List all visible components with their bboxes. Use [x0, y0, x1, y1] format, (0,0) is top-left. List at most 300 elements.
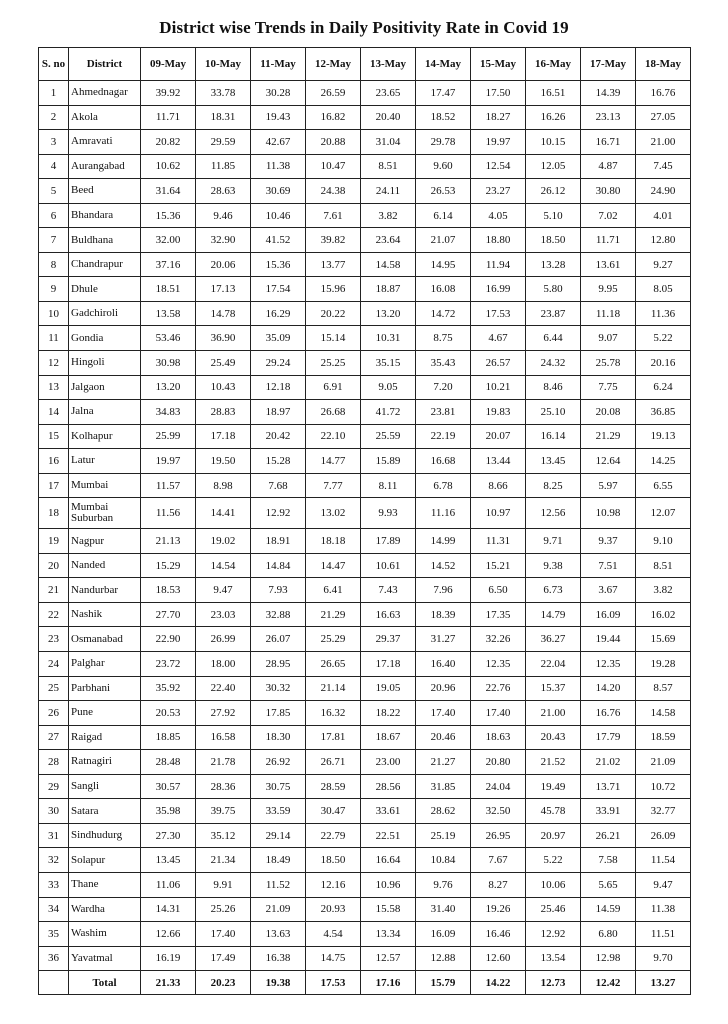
table-body — [39, 81, 691, 971]
sno-cell: 26 — [39, 701, 69, 726]
rate-cell: 35.12 — [196, 823, 251, 848]
total-value: 20.23 — [196, 971, 251, 995]
rate-cell: 12.16 — [306, 872, 361, 897]
header-row — [39, 48, 691, 81]
rate-cell: 53.46 — [141, 326, 196, 351]
rate-cell: 18.52 — [416, 105, 471, 130]
rate-cell: 25.25 — [306, 351, 361, 376]
rate-cell: 30.57 — [141, 774, 196, 799]
header-district: District — [69, 48, 141, 81]
rate-cell: 20.46 — [416, 725, 471, 750]
sno-cell: 6 — [39, 203, 69, 228]
rate-cell: 37.16 — [141, 252, 196, 277]
rate-cell: 19.97 — [471, 130, 526, 155]
positivity-table — [38, 47, 691, 995]
district-cell: Thane — [69, 872, 141, 897]
rate-cell: 30.28 — [251, 81, 306, 106]
rate-cell: 35.43 — [416, 351, 471, 376]
district-cell: Mumbai — [69, 473, 141, 498]
sno-cell: 15 — [39, 424, 69, 449]
district-cell: Mumbai Suburban — [69, 498, 141, 529]
rate-cell: 32.50 — [471, 799, 526, 824]
rate-cell: 29.59 — [196, 130, 251, 155]
sno-cell: 2 — [39, 105, 69, 130]
rate-cell: 11.57 — [141, 473, 196, 498]
rate-cell: 25.59 — [361, 424, 416, 449]
rate-cell: 23.64 — [361, 228, 416, 253]
rate-cell: 7.61 — [306, 203, 361, 228]
rate-cell: 20.07 — [471, 424, 526, 449]
total-sno-cell — [39, 971, 69, 995]
table-row — [39, 946, 691, 971]
district-cell: Nandurbar — [69, 578, 141, 603]
rate-cell: 24.04 — [471, 774, 526, 799]
rate-cell: 12.18 — [251, 375, 306, 400]
rate-cell: 4.54 — [306, 922, 361, 947]
rate-cell: 14.41 — [196, 498, 251, 529]
rate-cell: 16.26 — [526, 105, 581, 130]
rate-cell: 8.05 — [636, 277, 691, 302]
rate-cell: 20.06 — [196, 252, 251, 277]
district-cell: Gadchiroli — [69, 301, 141, 326]
rate-cell: 17.18 — [361, 652, 416, 677]
rate-cell: 13.45 — [526, 449, 581, 474]
rate-cell: 11.31 — [471, 529, 526, 554]
rate-cell: 32.88 — [251, 602, 306, 627]
rate-cell: 20.88 — [306, 130, 361, 155]
rate-cell: 23.87 — [526, 301, 581, 326]
rate-cell: 12.64 — [581, 449, 636, 474]
rate-cell: 24.32 — [526, 351, 581, 376]
rate-cell: 17.50 — [471, 81, 526, 106]
rate-cell: 14.25 — [636, 449, 691, 474]
rate-cell: 7.67 — [471, 848, 526, 873]
table-row — [39, 922, 691, 947]
rate-cell: 35.92 — [141, 676, 196, 701]
rate-cell: 12.07 — [636, 498, 691, 529]
rate-cell: 19.26 — [471, 897, 526, 922]
rate-cell: 18.31 — [196, 105, 251, 130]
sno-cell: 17 — [39, 473, 69, 498]
rate-cell: 10.15 — [526, 130, 581, 155]
rate-cell: 3.67 — [581, 578, 636, 603]
rate-cell: 28.83 — [196, 400, 251, 425]
rate-cell: 15.29 — [141, 553, 196, 578]
table-row — [39, 774, 691, 799]
rate-cell: 18.51 — [141, 277, 196, 302]
table-row — [39, 897, 691, 922]
rate-cell: 15.96 — [306, 277, 361, 302]
rate-cell: 30.69 — [251, 179, 306, 204]
rate-cell: 9.47 — [196, 578, 251, 603]
district-cell: Pune — [69, 701, 141, 726]
rate-cell: 20.96 — [416, 676, 471, 701]
rate-cell: 11.38 — [636, 897, 691, 922]
rate-cell: 18.80 — [471, 228, 526, 253]
rate-cell: 19.05 — [361, 676, 416, 701]
rate-cell: 22.19 — [416, 424, 471, 449]
rate-cell: 20.40 — [361, 105, 416, 130]
rate-cell: 26.09 — [636, 823, 691, 848]
rate-cell: 4.87 — [581, 154, 636, 179]
rate-cell: 20.16 — [636, 351, 691, 376]
rate-cell: 16.46 — [471, 922, 526, 947]
rate-cell: 32.00 — [141, 228, 196, 253]
sno-cell: 27 — [39, 725, 69, 750]
district-cell: Nashik — [69, 602, 141, 627]
rate-cell: 32.77 — [636, 799, 691, 824]
rate-cell: 10.97 — [471, 498, 526, 529]
rate-cell: 10.06 — [526, 872, 581, 897]
district-cell: Bhandara — [69, 203, 141, 228]
total-row — [39, 971, 691, 995]
district-cell: Latur — [69, 449, 141, 474]
header-date: 11-May — [251, 48, 306, 81]
rate-cell: 9.71 — [526, 529, 581, 554]
table-row — [39, 652, 691, 677]
rate-cell: 13.54 — [526, 946, 581, 971]
rate-cell: 7.96 — [416, 578, 471, 603]
rate-cell: 8.46 — [526, 375, 581, 400]
rate-cell: 3.82 — [361, 203, 416, 228]
rate-cell: 20.82 — [141, 130, 196, 155]
sno-cell: 31 — [39, 823, 69, 848]
rate-cell: 33.61 — [361, 799, 416, 824]
rate-cell: 27.30 — [141, 823, 196, 848]
table-row — [39, 701, 691, 726]
page-title: District wise Trends in Daily Positivity Rate in Covid 19 — [159, 18, 569, 37]
table-row — [39, 676, 691, 701]
rate-cell: 30.47 — [306, 799, 361, 824]
rate-cell: 39.92 — [141, 81, 196, 106]
rate-cell: 10.46 — [251, 203, 306, 228]
rate-cell: 29.14 — [251, 823, 306, 848]
rate-cell: 26.68 — [306, 400, 361, 425]
total-value: 15.79 — [416, 971, 471, 995]
rate-cell: 10.21 — [471, 375, 526, 400]
rate-cell: 12.35 — [581, 652, 636, 677]
rate-cell: 14.72 — [416, 301, 471, 326]
rate-cell: 26.07 — [251, 627, 306, 652]
rate-cell: 14.58 — [636, 701, 691, 726]
district-cell: Aurangabad — [69, 154, 141, 179]
rate-cell: 13.58 — [141, 301, 196, 326]
rate-cell: 34.83 — [141, 400, 196, 425]
rate-cell: 25.10 — [526, 400, 581, 425]
district-cell: Nagpur — [69, 529, 141, 554]
rate-cell: 22.10 — [306, 424, 361, 449]
rate-cell: 8.98 — [196, 473, 251, 498]
table-row — [39, 627, 691, 652]
district-cell: Dhule — [69, 277, 141, 302]
rate-cell: 12.35 — [471, 652, 526, 677]
rate-cell: 14.58 — [361, 252, 416, 277]
rate-cell: 41.72 — [361, 400, 416, 425]
rate-cell: 7.43 — [361, 578, 416, 603]
rate-cell: 20.08 — [581, 400, 636, 425]
rate-cell: 6.73 — [526, 578, 581, 603]
rate-cell: 24.38 — [306, 179, 361, 204]
rate-cell: 15.36 — [251, 252, 306, 277]
rate-cell: 19.43 — [251, 105, 306, 130]
rate-cell: 17.53 — [471, 301, 526, 326]
rate-cell: 18.63 — [471, 725, 526, 750]
rate-cell: 13.77 — [306, 252, 361, 277]
rate-cell: 11.38 — [251, 154, 306, 179]
rate-cell: 17.40 — [471, 701, 526, 726]
rate-cell: 11.51 — [636, 922, 691, 947]
rate-cell: 12.66 — [141, 922, 196, 947]
rate-cell: 9.37 — [581, 529, 636, 554]
district-cell: Hingoli — [69, 351, 141, 376]
rate-cell: 22.76 — [471, 676, 526, 701]
rate-cell: 10.47 — [306, 154, 361, 179]
rate-cell: 14.99 — [416, 529, 471, 554]
sno-cell: 11 — [39, 326, 69, 351]
rate-cell: 20.93 — [306, 897, 361, 922]
rate-cell: 17.13 — [196, 277, 251, 302]
rate-cell: 7.68 — [251, 473, 306, 498]
rate-cell: 20.53 — [141, 701, 196, 726]
rate-cell: 15.37 — [526, 676, 581, 701]
district-cell: Kolhapur — [69, 424, 141, 449]
rate-cell: 31.40 — [416, 897, 471, 922]
rate-cell: 11.18 — [581, 301, 636, 326]
rate-cell: 9.38 — [526, 553, 581, 578]
district-cell: Satara — [69, 799, 141, 824]
rate-cell: 17.49 — [196, 946, 251, 971]
rate-cell: 26.71 — [306, 750, 361, 775]
district-cell: Akola — [69, 105, 141, 130]
rate-cell: 4.01 — [636, 203, 691, 228]
table-row — [39, 529, 691, 554]
rate-cell: 16.32 — [306, 701, 361, 726]
rate-cell: 11.52 — [251, 872, 306, 897]
rate-cell: 6.24 — [636, 375, 691, 400]
table-row — [39, 424, 691, 449]
rate-cell: 26.99 — [196, 627, 251, 652]
rate-cell: 21.27 — [416, 750, 471, 775]
rate-cell: 8.25 — [526, 473, 581, 498]
rate-cell: 18.50 — [306, 848, 361, 873]
rate-cell: 7.93 — [251, 578, 306, 603]
rate-cell: 21.29 — [306, 602, 361, 627]
sno-cell: 34 — [39, 897, 69, 922]
rate-cell: 18.30 — [251, 725, 306, 750]
rate-cell: 14.39 — [581, 81, 636, 106]
rate-cell: 27.05 — [636, 105, 691, 130]
rate-cell: 17.89 — [361, 529, 416, 554]
rate-cell: 28.62 — [416, 799, 471, 824]
rate-cell: 18.50 — [526, 228, 581, 253]
district-cell: Sangli — [69, 774, 141, 799]
rate-cell: 25.78 — [581, 351, 636, 376]
rate-cell: 25.46 — [526, 897, 581, 922]
rate-cell: 16.68 — [416, 449, 471, 474]
table-row — [39, 449, 691, 474]
sno-cell: 3 — [39, 130, 69, 155]
sno-cell: 8 — [39, 252, 69, 277]
rate-cell: 18.67 — [361, 725, 416, 750]
rate-cell: 9.95 — [581, 277, 636, 302]
rate-cell: 21.00 — [636, 130, 691, 155]
rate-cell: 32.26 — [471, 627, 526, 652]
rate-cell: 25.49 — [196, 351, 251, 376]
rate-cell: 19.44 — [581, 627, 636, 652]
rate-cell: 14.31 — [141, 897, 196, 922]
rate-cell: 17.40 — [196, 922, 251, 947]
table-row — [39, 872, 691, 897]
rate-cell: 36.90 — [196, 326, 251, 351]
sno-cell: 10 — [39, 301, 69, 326]
district-cell: Nanded — [69, 553, 141, 578]
rate-cell: 11.71 — [581, 228, 636, 253]
rate-cell: 7.02 — [581, 203, 636, 228]
rate-cell: 35.98 — [141, 799, 196, 824]
rate-cell: 6.78 — [416, 473, 471, 498]
sno-cell: 7 — [39, 228, 69, 253]
sno-cell: 19 — [39, 529, 69, 554]
district-cell: Jalna — [69, 400, 141, 425]
rate-cell: 16.40 — [416, 652, 471, 677]
rate-cell: 26.59 — [306, 81, 361, 106]
rate-cell: 17.35 — [471, 602, 526, 627]
rate-cell: 20.97 — [526, 823, 581, 848]
sno-cell: 32 — [39, 848, 69, 873]
rate-cell: 26.12 — [526, 179, 581, 204]
header-date: 12-May — [306, 48, 361, 81]
rate-cell: 30.75 — [251, 774, 306, 799]
rate-cell: 15.14 — [306, 326, 361, 351]
sno-cell: 24 — [39, 652, 69, 677]
rate-cell: 18.85 — [141, 725, 196, 750]
rate-cell: 8.27 — [471, 872, 526, 897]
sno-cell: 1 — [39, 81, 69, 106]
table-row — [39, 277, 691, 302]
rate-cell: 5.65 — [581, 872, 636, 897]
rate-cell: 12.05 — [526, 154, 581, 179]
rate-cell: 21.29 — [581, 424, 636, 449]
district-cell: Sindhudurg — [69, 823, 141, 848]
rate-cell: 31.04 — [361, 130, 416, 155]
rate-cell: 26.57 — [471, 351, 526, 376]
rate-cell: 18.49 — [251, 848, 306, 873]
rate-cell: 26.92 — [251, 750, 306, 775]
rate-cell: 10.61 — [361, 553, 416, 578]
rate-cell: 13.71 — [581, 774, 636, 799]
rate-cell: 5.10 — [526, 203, 581, 228]
total-value: 13.27 — [636, 971, 691, 995]
sno-cell: 13 — [39, 375, 69, 400]
rate-cell: 9.93 — [361, 498, 416, 529]
rate-cell: 19.02 — [196, 529, 251, 554]
rate-cell: 16.09 — [581, 602, 636, 627]
rate-cell: 8.11 — [361, 473, 416, 498]
rate-cell: 19.28 — [636, 652, 691, 677]
rate-cell: 15.89 — [361, 449, 416, 474]
rate-cell: 19.13 — [636, 424, 691, 449]
header-date: 13-May — [361, 48, 416, 81]
rate-cell: 8.51 — [361, 154, 416, 179]
total-value: 17.53 — [306, 971, 361, 995]
rate-cell: 13.63 — [251, 922, 306, 947]
rate-cell: 16.82 — [306, 105, 361, 130]
rate-cell: 6.55 — [636, 473, 691, 498]
table-row — [39, 799, 691, 824]
rate-cell: 16.58 — [196, 725, 251, 750]
table-row — [39, 203, 691, 228]
rate-cell: 12.92 — [251, 498, 306, 529]
table-row — [39, 351, 691, 376]
sno-cell: 16 — [39, 449, 69, 474]
rate-cell: 36.27 — [526, 627, 581, 652]
rate-cell: 21.09 — [636, 750, 691, 775]
rate-cell: 4.67 — [471, 326, 526, 351]
rate-cell: 12.92 — [526, 922, 581, 947]
rate-cell: 8.66 — [471, 473, 526, 498]
table-row — [39, 400, 691, 425]
table-row — [39, 130, 691, 155]
rate-cell: 14.95 — [416, 252, 471, 277]
rate-cell: 19.49 — [526, 774, 581, 799]
rate-cell: 11.85 — [196, 154, 251, 179]
rate-cell: 13.20 — [141, 375, 196, 400]
rate-cell: 20.22 — [306, 301, 361, 326]
rate-cell: 22.04 — [526, 652, 581, 677]
table-row — [39, 81, 691, 106]
rate-cell: 13.61 — [581, 252, 636, 277]
header-sno: S. no — [39, 48, 69, 81]
rate-cell: 14.59 — [581, 897, 636, 922]
sno-cell: 9 — [39, 277, 69, 302]
sno-cell: 29 — [39, 774, 69, 799]
sno-cell: 35 — [39, 922, 69, 947]
rate-cell: 16.38 — [251, 946, 306, 971]
rate-cell: 31.64 — [141, 179, 196, 204]
rate-cell: 23.72 — [141, 652, 196, 677]
district-cell: Yavatmal — [69, 946, 141, 971]
total-value: 12.73 — [526, 971, 581, 995]
rate-cell: 18.18 — [306, 529, 361, 554]
rate-cell: 21.34 — [196, 848, 251, 873]
rate-cell: 30.32 — [251, 676, 306, 701]
header-date: 18-May — [636, 48, 691, 81]
rate-cell: 9.27 — [636, 252, 691, 277]
rate-cell: 11.16 — [416, 498, 471, 529]
rate-cell: 36.85 — [636, 400, 691, 425]
rate-cell: 13.20 — [361, 301, 416, 326]
rate-cell: 18.27 — [471, 105, 526, 130]
rate-cell: 23.13 — [581, 105, 636, 130]
rate-cell: 16.64 — [361, 848, 416, 873]
total-value: 14.22 — [471, 971, 526, 995]
rate-cell: 8.57 — [636, 676, 691, 701]
rate-cell: 6.14 — [416, 203, 471, 228]
rate-cell: 15.69 — [636, 627, 691, 652]
sno-cell: 22 — [39, 602, 69, 627]
rate-cell: 19.97 — [141, 449, 196, 474]
rate-cell: 9.60 — [416, 154, 471, 179]
rate-cell: 20.42 — [251, 424, 306, 449]
rate-cell: 15.36 — [141, 203, 196, 228]
rate-cell: 21.78 — [196, 750, 251, 775]
district-cell: Jalgaon — [69, 375, 141, 400]
rate-cell: 9.05 — [361, 375, 416, 400]
rate-cell: 14.75 — [306, 946, 361, 971]
rate-cell: 16.19 — [141, 946, 196, 971]
sno-cell: 18 — [39, 498, 69, 529]
rate-cell: 12.57 — [361, 946, 416, 971]
